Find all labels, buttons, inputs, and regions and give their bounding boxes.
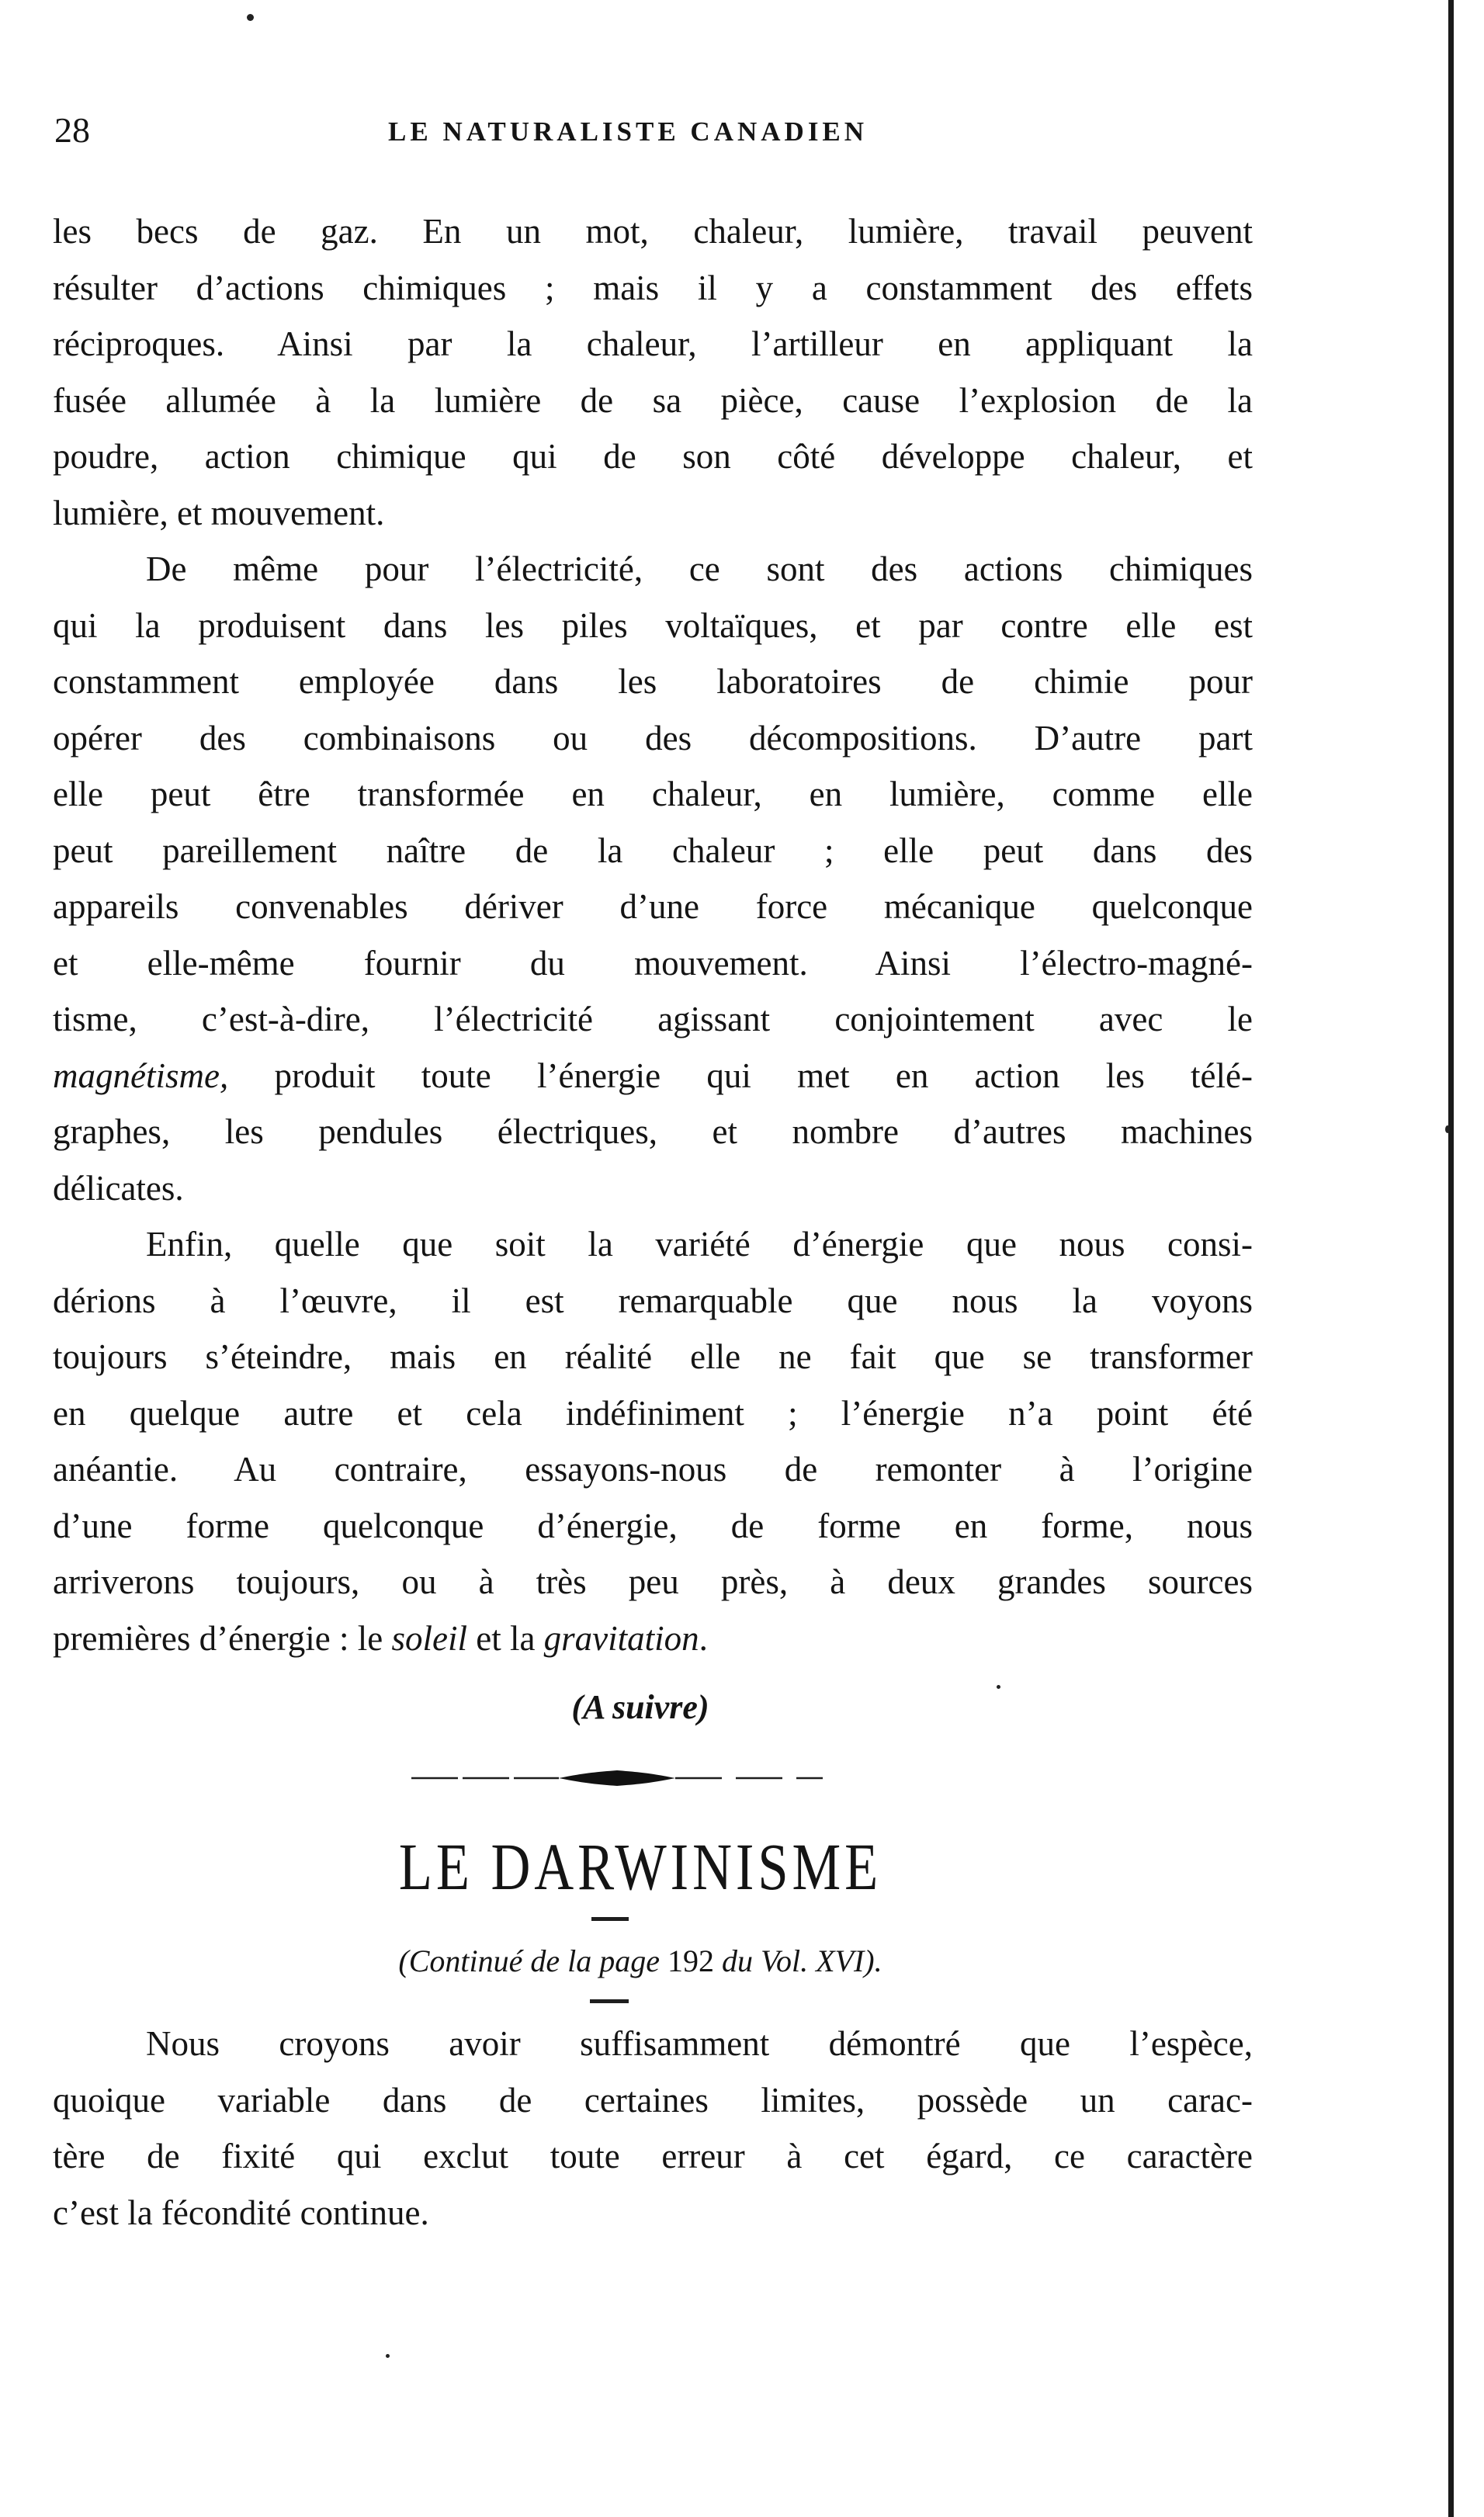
text-line: d’une forme quelconque d’énergie, de forme en forme, nous: [53, 1506, 1253, 1545]
text-line: résulter d’actions chimiques ; mais il y a constamment des effets: [53, 268, 1253, 307]
paragraph-4: [53, 2016, 1253, 2241]
text-line: quoique variable dans de certaines limites, possède un carac-: [53, 2080, 1253, 2120]
italic-word: soleil: [391, 1618, 467, 1658]
text-fragment: premières d’énergie : le: [53, 1618, 392, 1658]
text-line: peut pareillement naître de la chaleur ; elle peut dans des: [53, 830, 1253, 870]
text-line: Enfin, quelle que soit la variété d’énergie que nous consi-: [146, 1225, 1253, 1264]
text-line: tère de fixité qui exclut toute erreur à cet égard, ce caractère: [53, 2137, 1253, 2176]
text-line: fusée allumée à la lumière de sa pièce, cause l’explosion de la: [53, 380, 1253, 420]
paragraph-3: [53, 1216, 1253, 1666]
text-line: réciproques. Ainsi par la chaleur, l’artilleur en appliquant la: [53, 324, 1253, 363]
ink-speck: [1445, 1125, 1450, 1133]
section-title: LE DARWINISME: [398, 1829, 882, 1904]
paragraph-2: [53, 541, 1253, 1216]
continuation-rule: [590, 1999, 629, 2003]
text-line: constamment employée dans les laboratoires de chimie pour: [53, 662, 1253, 701]
text-fragment: du Vol. XVI).: [713, 1943, 882, 1978]
text-line: arriverons toujours, ou à très peu près, à deux grandes sources: [53, 1562, 1253, 1601]
text-line: De même pour l’électricité, ce sont des actions chimiques: [146, 550, 1253, 588]
text-line: lumière, et mouvement.: [53, 493, 385, 532]
text-line: dérions à l’œuvre, il est remarquable que nous la voyons: [53, 1281, 1253, 1320]
text-line: en quelque autre et cela indéfiniment ; l’énergie n’a point été: [53, 1393, 1253, 1433]
text-line: les becs de gaz. En un mot, chaleur, lumière, travail peuvent: [53, 212, 1253, 251]
text-fragment: .: [699, 1618, 708, 1658]
text-line: Nous croyons avoir suffisamment démontré que l’espèce,: [146, 2024, 1253, 2063]
text-line: délicates.: [53, 1168, 184, 1208]
page-header: [54, 107, 1257, 154]
title-rule: [591, 1917, 629, 1921]
paragraph-1: [53, 203, 1253, 541]
text-line: elle peut être transformée en chaleur, en lumière, comme elle: [53, 775, 1253, 813]
ink-speck: [386, 2354, 390, 2358]
italic-word: magnétisme,: [53, 1056, 229, 1095]
text-line: graphes, les pendules électriques, et nombre d’autres machines: [53, 1112, 1253, 1151]
text-fragment: et la: [466, 1618, 544, 1658]
to-be-continued: (A suivre): [571, 1688, 709, 1726]
continuation-note: [0, 1933, 1281, 1989]
text-line: c’est la fécondité continue.: [53, 2193, 429, 2232]
text-line: appareils convenables dériver d’une force mécanique quelconque: [53, 887, 1253, 926]
text-line: et elle-même fournir du mouvement. Ainsi l’électro-magné-: [53, 943, 1253, 983]
text-line: toujours s’éteindre, mais en réalité elle ne fait que se transformer: [53, 1337, 1253, 1376]
ornamental-separator: [411, 1770, 823, 1786]
text-line: tisme, c’est-à-dire, l’électricité agissant conjointement avec le: [53, 1000, 1253, 1038]
text-line: [53, 1610, 1253, 1667]
page-reference: 192: [667, 1943, 714, 1978]
text-line: anéantie. Au contraire, essayons-nous de remonter à l’origine: [53, 1450, 1253, 1489]
text-line: [53, 1048, 1253, 1104]
ink-speck: [247, 14, 254, 21]
italic-word: gravitation: [543, 1618, 699, 1658]
text-line: qui la produisent dans les piles voltaïques, et par contre elle est: [53, 605, 1253, 645]
text-fragment: produit toute l’énergie qui met en action les télé-: [228, 1056, 1253, 1095]
running-head: LE NATURALISTE CANADIEN: [388, 116, 869, 147]
text-line: poudre, action chimique qui de son côté développe chaleur, et: [53, 437, 1253, 476]
page-edge-shadow: [1448, 0, 1454, 2517]
text-line: opérer des combinaisons ou des décompositions. D’autre part: [53, 718, 1253, 758]
page-number: 28: [54, 110, 90, 150]
text-fragment: (Continué de la page: [398, 1943, 667, 1978]
